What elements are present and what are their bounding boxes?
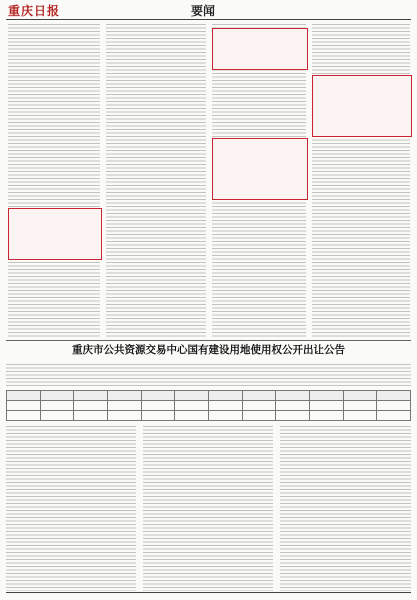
- highlight-box-center-top-title: [213, 29, 307, 33]
- highlight-box-center-top: [212, 28, 308, 70]
- section-divider: [6, 340, 411, 341]
- table-row: [7, 401, 411, 411]
- masthead: [6, 3, 411, 20]
- article-column-1: [8, 24, 100, 339]
- highlight-box-center-mid: [212, 138, 308, 200]
- notice-table: [6, 390, 411, 421]
- notice-body-col-1: [6, 426, 136, 591]
- table-row: [7, 411, 411, 421]
- notice-title: 重庆市公共资源交易中心国有建设用地使用权公开出让公告: [72, 344, 345, 356]
- page-footer: [6, 592, 411, 599]
- highlight-box-left-title: [9, 209, 101, 213]
- newspaper-logo: 重庆日报: [8, 4, 61, 18]
- article-column-2: [106, 24, 206, 339]
- highlight-box-right-title: [313, 76, 411, 80]
- article-column-4: [312, 24, 410, 339]
- highlight-box-right: [312, 75, 412, 137]
- highlight-box-center-mid-title: [213, 139, 307, 143]
- notice-body-col-3: [280, 426, 411, 591]
- land-auction-notice: [6, 342, 411, 594]
- page-section-title: 要闻: [191, 4, 216, 18]
- notice-intro-text: [6, 364, 411, 386]
- table-header-row: [7, 391, 411, 401]
- notice-body-col-2: [143, 426, 273, 591]
- highlight-box-left: [8, 208, 102, 260]
